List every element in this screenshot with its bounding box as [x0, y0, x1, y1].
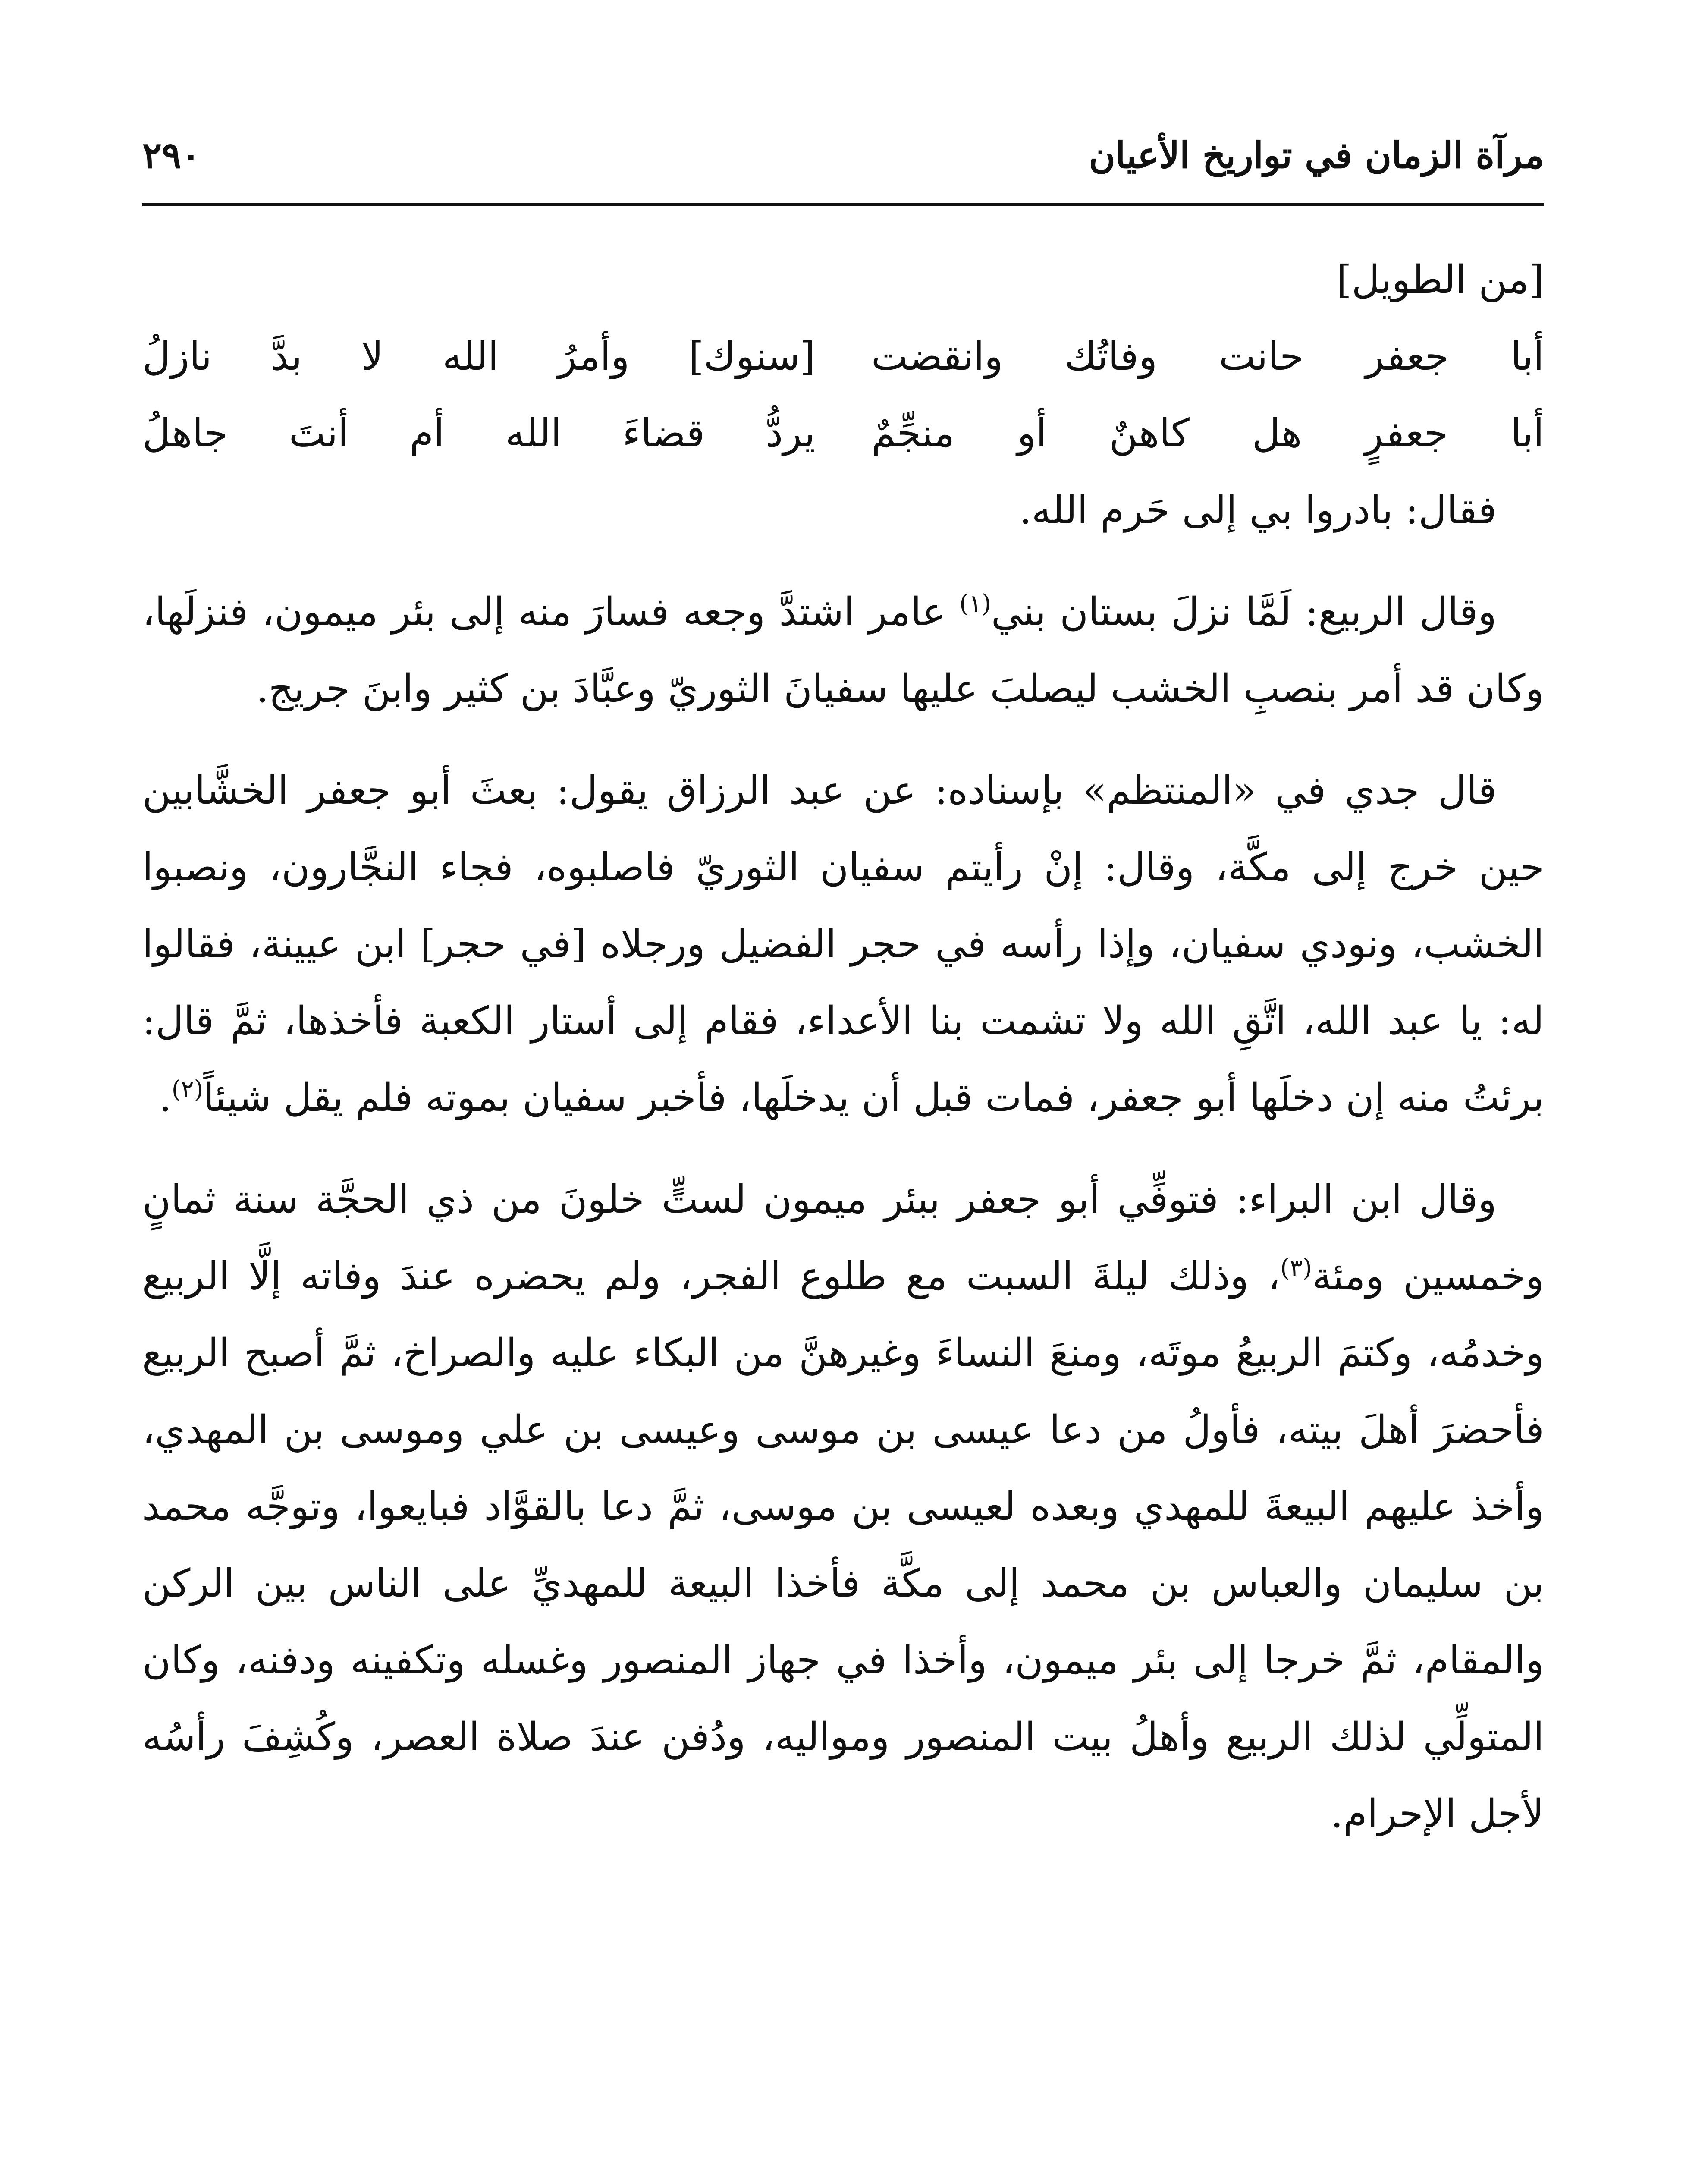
page-body — [142, 242, 1544, 1852]
verse-second-hemistich: [سنوك] وأمرُ الله لا بدَّ نازلُ — [142, 334, 815, 379]
verse-second-hemistich: يردُّ قضاءَ الله أم أنتَ جاهلُ — [142, 411, 815, 456]
running-title: مرآة الزمان في تواريخ الأعيان — [1089, 134, 1544, 176]
verse-first-hemistich: أبا جعفر حانت وفاتُك وانقضت — [871, 334, 1544, 379]
footnote-reference: (٣) — [1280, 1254, 1312, 1282]
header-rule — [142, 203, 1544, 206]
paragraph-text: . — [159, 1075, 172, 1120]
page-number: ٢٩٠ — [142, 134, 201, 176]
paragraph — [142, 1161, 1544, 1852]
poem-after-text: فقال: بادروا بي إلى حَرم الله. — [1019, 487, 1497, 533]
paragraph-text: عامر اشتدَّ وجعه فسارَ منه إلى بئر ميمون، فنزلَها، وكان قد أمر بنصبِ الخشب ليصلبَ عليها سفيانَ الثوريّ وعبَّادَ بن كثير وابنَ جريج. — [142, 589, 1544, 711]
paragraph — [142, 752, 1544, 1136]
poem-meter: [من الطويل] — [1336, 257, 1544, 302]
paragraph-text: قال جدي في «المنتظم» بإسناده: عن عبد الرزاق يقول: بعثَ أبو جعفر الخشَّابين حين خرج إلى مكَّة، وقال: إنْ رأيتم سفيان الثوريّ فاصلبوه، فجاء النجَّارون، ونصبوا الخشب، ونودي سفيان، وإذا رأسه في حجر الفضيل ورجلاه [في حجر] ابن عيينة، فقالوا له: يا عبد الله، اتَّقِ الله ولا تشمت بنا الأعداء، فقام إلى أستار الكعبة فأخذها، ثمَّ قال: برئتُ منه إن دخلَها أبو جعفر، فمات قبل أن يدخلَها، فأخبر سفيان بموته فلم يقل شيئاً — [142, 768, 1544, 1120]
footnote-reference: (٢) — [171, 1075, 204, 1104]
poem-verse — [142, 395, 1544, 472]
footnote-reference: (١) — [959, 590, 991, 618]
paragraph-text: وقال ابن البراء: فتوفِّي أبو جعفر ببئر ميمون لستٍّ خلونَ من ذي الحجَّة سنة ثمانٍ وخمسين ومئة — [142, 1177, 1544, 1299]
poem-verse — [142, 318, 1544, 395]
paragraph-text: ، وذلك ليلةَ السبت مع طلوع الفجر، ولم يحضره عندَ وفاته إلَّا الربيع وخدمُه، وكتمَ الربيعُ موتَه، ومنعَ النساءَ وغيرهنَّ من البكاء عليه والصراخ، ثمَّ أصبح الربيع فأحضرَ أهلَ بيته، فأولُ من دعا عيسى بن موسى وعيسى بن علي وموسى بن المهدي، وأخذ عليهم البيعةَ للمهدي وبعده لعيسى بن موسى، ثمَّ دعا بالقوَّاد فبايعوا، وتوجَّه محمد بن سليمان والعباس بن محمد إلى مكَّة فأخذا البيعة للمهديِّ على الناس بين الركن والمقام، ثمَّ خرجا إلى بئر ميمون، وأخذا في جهاز المنصور وغسله وتكفينه ودفنه، وكان المتولِّي لذلك الربيع وأهلُ بيت المنصور ومواليه، ودُفن عندَ صلاة العصر، وكُشِفَ رأسُه لأجل الإحرام. — [142, 1254, 1545, 1836]
page-header — [142, 129, 1544, 181]
paragraph-text: وقال الربيع: لَمَّا نزلَ بستان بني — [991, 589, 1497, 635]
verse-first-hemistich: أبا جعفرٍ هل كاهنٌ أو منجِّمٌ — [871, 411, 1544, 456]
book-page — [142, 0, 1544, 2157]
paragraph — [142, 574, 1544, 727]
